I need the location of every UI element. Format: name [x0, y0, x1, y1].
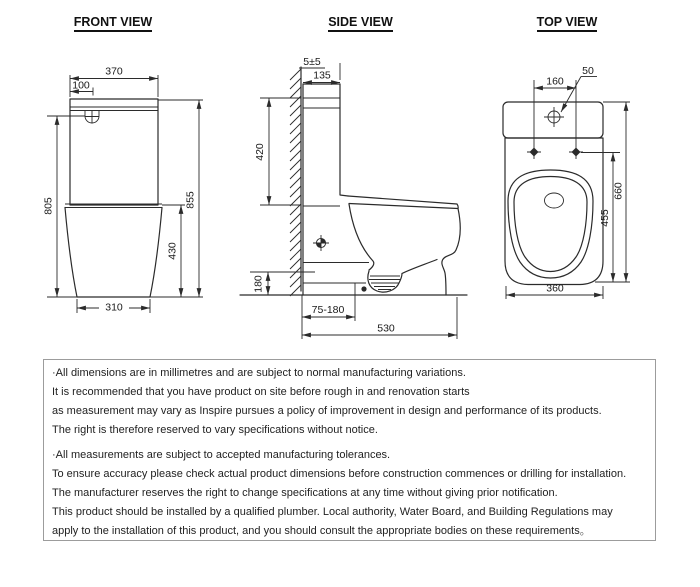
side-outer-profile [442, 209, 460, 296]
svg-text:530: 530 [377, 322, 395, 335]
top-dim-660 [595, 102, 630, 282]
side-view-drawing [235, 55, 475, 347]
svg-text:5±5: 5±5 [303, 56, 321, 68]
svg-text:805: 805 [42, 197, 55, 215]
notes-paragraph-2 [52, 446, 647, 541]
top-dim-160 [534, 76, 576, 146]
side-cistern-lines [303, 98, 340, 206]
side-dim-wall-gap [299, 56, 325, 68]
top-dim-50 [561, 65, 597, 112]
top-flush-button-crosshair-icon [544, 107, 564, 127]
side-trap-cup [368, 271, 402, 292]
note-line: ·All measurements are subject to accepted manufacturing tolerances. [52, 449, 391, 461]
side-wall [290, 67, 301, 296]
front-dim-805 [43, 116, 86, 297]
front-dim-855 [158, 100, 203, 297]
front-cistern-lid-lines [70, 107, 158, 111]
svg-text:430: 430 [166, 242, 179, 260]
note-line: It is recommended that you have product on site before rough in and renovation starts [52, 386, 470, 398]
svg-text:360: 360 [546, 282, 564, 295]
svg-text:135: 135 [313, 69, 331, 82]
side-toilet-outline [303, 84, 460, 295]
svg-text:660: 660 [612, 182, 625, 200]
note-line: The manufacturer reserves the right to change specifications at any time without giving prior notification. [52, 487, 558, 499]
side-dim-420 [254, 98, 301, 205]
top-seat-outer [508, 170, 593, 278]
top-hinge-markers [527, 145, 583, 159]
disclaimer-notes-box [43, 359, 656, 541]
top-view-title: TOP VIEW [526, 15, 608, 32]
note-line: ·All dimensions are in millimetres and are subject to normal manufacturing variations. [52, 367, 466, 379]
side-fixing-dot [361, 286, 366, 291]
front-pan-body [65, 208, 162, 298]
svg-text:50: 50 [582, 65, 594, 77]
front-view-drawing [35, 55, 215, 327]
top-cistern [503, 102, 603, 138]
note-line: apply to the installation of this product, and you should consult the appropriate bodies on these requirements。 [52, 525, 591, 537]
svg-text:855: 855 [184, 191, 197, 209]
svg-text:100: 100 [72, 79, 90, 92]
note-line: This product should be installed by a qualified plumber. Local authority, Water Board, and Building Regulations may [52, 506, 613, 518]
side-wall-hatch [290, 69, 301, 296]
top-water-spot [545, 193, 564, 208]
front-flush-button [85, 111, 99, 124]
side-cistern [303, 84, 348, 295]
front-dim-310 [77, 299, 150, 314]
note-line: To ensure accuracy please check actual product dimensions before construction commences or drilling for installation. [52, 468, 627, 480]
front-dim-100 [70, 80, 93, 96]
note-line: The right is therefore reserved to vary specifications without notice. [52, 424, 378, 436]
svg-text:310: 310 [105, 301, 123, 314]
front-cistern [70, 99, 158, 205]
side-outlet-lines [303, 263, 369, 284]
side-trap-connector [402, 260, 437, 274]
side-dim-180 [250, 272, 315, 295]
svg-text:370: 370 [105, 65, 123, 78]
front-dim-430 [162, 205, 185, 297]
svg-text:160: 160 [546, 75, 564, 88]
svg-text:180: 180 [252, 275, 265, 293]
top-dim-360 [506, 283, 603, 300]
top-view-drawing [485, 60, 655, 310]
svg-text:420: 420 [254, 143, 266, 161]
side-dim-setout [302, 283, 355, 339]
front-view-title: FRONT VIEW [68, 15, 158, 32]
top-toilet-outline [503, 102, 603, 285]
svg-text:75-180: 75-180 [311, 304, 345, 316]
notes-paragraph-1 [52, 364, 647, 440]
side-seat [348, 196, 458, 209]
svg-text:455: 455 [599, 209, 611, 227]
side-bowl-inner-curve [349, 204, 374, 270]
side-view-title: SIDE VIEW [318, 15, 403, 32]
top-seat-inner [514, 177, 587, 272]
front-toilet-outline [47, 99, 203, 297]
note-line: as measurement may vary as Inspire pursues a policy of improvement in design and performance of its products. [52, 405, 602, 417]
side-crosshair-icon [313, 235, 329, 251]
